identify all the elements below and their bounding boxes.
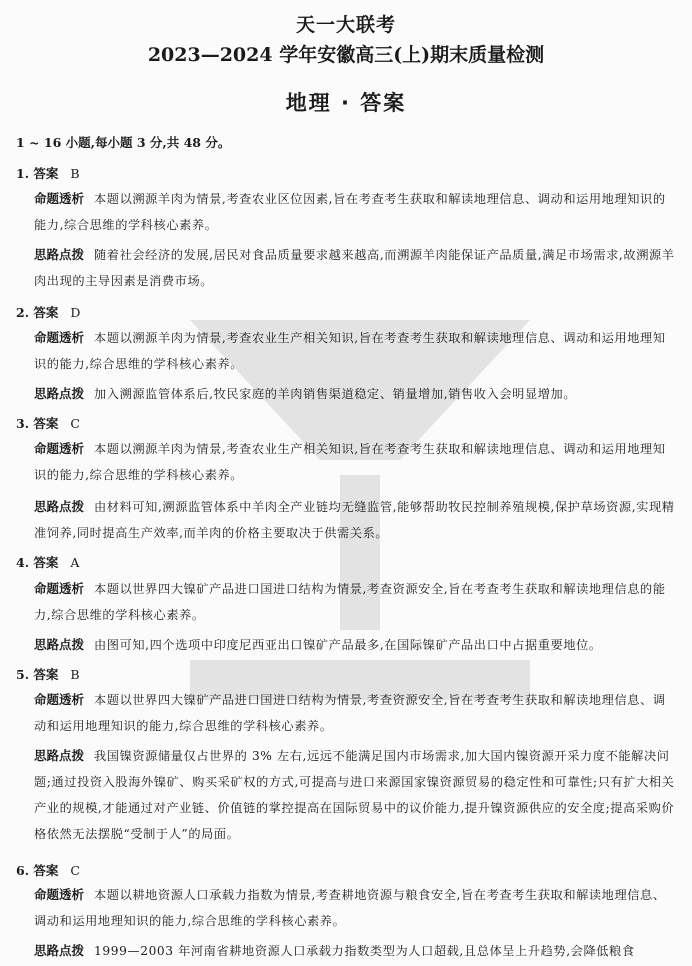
- thinking-label: 思路点拨: [34, 247, 85, 262]
- thinking-text: 加入溯源监管体系后,牧民家庭的羊肉销售渠道稳定、销量增加,销售收入会明显增加。: [94, 387, 577, 401]
- analysis-label: 命题透析: [34, 191, 85, 206]
- thinking-text: 随着社会经济的发展,居民对食品质量要求越来越高,而溯源羊肉能保证产品质量,满足市场需求,故溯源羊肉出现的主导因素是消费市场。: [34, 248, 675, 288]
- analysis-label: 命题透析: [34, 887, 85, 902]
- analysis-label: 命题透析: [34, 441, 85, 456]
- analysis-text: 本题以溯源羊肉为情景,考查农业生产相关知识,旨在考查考生获取和解读地理信息、调动和运用地理知识的能力,综合思维的学科核心素养。: [34, 331, 666, 371]
- analysis-paragraph: [34, 687, 678, 739]
- analysis-text: 本题以世界四大镍矿产品进口国进口结构为情景,考查资源安全,旨在考查考生获取和解读地理信息、调动和运用地理知识的能力,综合思维的学科核心素养。: [34, 693, 666, 733]
- answer-key: B: [70, 166, 80, 181]
- thinking-text: 我国镍资源储量仅占世界的 3% 左右,远远不能满足国内市场需求,加大国内镍资源开采力度不能解决问题;通过投资入股海外镍矿、购买采矿权的方式,可提高与进口来源国家镍资源贸易的稳定性和可靠性;只有扩大相关产业的规模,才能通过对产业链、价值链的掌控提高在国际贸易中的议价能力,提升镍资源供应的安全度;提高采购价格依然无法摆脱“受制于人”的局面。: [34, 749, 675, 841]
- publisher-title: 天一大联考: [295, 14, 396, 36]
- thinking-label: 思路点拨: [34, 637, 85, 652]
- analysis-paragraph: [34, 325, 678, 377]
- answer-line: [16, 303, 80, 321]
- analysis-paragraph: [34, 576, 678, 628]
- answer-key: C: [70, 416, 80, 431]
- analysis-label: 命题透析: [34, 692, 85, 707]
- analysis-paragraph: [34, 882, 678, 934]
- section-intro: 1 ~ 16 小题,每小题 3 分,共 48 分。: [16, 135, 231, 150]
- thinking-text: 由材料可知,溯源监管体系中羊肉全产业链均无缝监管,能够帮助牧民控制养殖规模,保护草场资源,实现精准饲养,同时提高生产效率,而羊肉的价格主要取决于供需关系。: [34, 500, 675, 540]
- thinking-paragraph: [34, 494, 678, 546]
- analysis-label: 命题透析: [34, 330, 85, 345]
- analysis-text: 本题以溯源羊肉为情景,考查农业区位因素,旨在考查考生获取和解读地理信息、调动和运用地理知识的能力,综合思维的学科核心素养。: [34, 192, 666, 232]
- answer-key: A: [70, 555, 80, 570]
- question-number: 4. 答案: [16, 555, 59, 570]
- thinking-label: 思路点拨: [34, 499, 85, 514]
- analysis-paragraph: [34, 186, 678, 238]
- thinking-label: 思路点拨: [34, 943, 85, 958]
- answer-line: [16, 164, 80, 182]
- question-number: 1. 答案: [16, 166, 59, 181]
- analysis-paragraph: [34, 436, 678, 488]
- analysis-text: 本题以世界四大镍矿产品进口国进口结构为情景,考查资源安全,旨在考查考生获取和解读地理信息的能力,综合思维的学科核心素养。: [34, 582, 666, 622]
- analysis-label: 命题透析: [34, 581, 85, 596]
- analysis-text: 本题以耕地资源人口承载力指数为情景,考查耕地资源与粮食安全,旨在考查考生获取和解读地理信息、调动和运用地理知识的能力,综合思维的学科核心素养。: [34, 888, 666, 928]
- question-number: 6. 答案: [16, 863, 59, 878]
- answer-key: D: [70, 305, 81, 320]
- thinking-text: 由图可知,四个选项中印度尼西亚出口镍矿产品最多,在国际镍矿产品出口中占据重要地位。: [94, 638, 602, 652]
- thinking-paragraph: [34, 381, 678, 407]
- answer-line: [16, 553, 79, 571]
- question-number: 5. 答案: [16, 667, 59, 682]
- answer-key: C: [70, 863, 80, 878]
- answer-line: [16, 861, 80, 879]
- answer-line: [16, 665, 80, 683]
- thinking-label: 思路点拨: [34, 386, 85, 401]
- answer-key: B: [70, 667, 80, 682]
- analysis-text: 本题以溯源羊肉为情景,考查农业生产相关知识,旨在考查考生获取和解读地理信息、调动和运用地理知识的能力,综合思维的学科核心素养。: [34, 442, 666, 482]
- thinking-paragraph: [34, 743, 678, 847]
- subject-title: 地理 · 答案: [285, 91, 407, 115]
- answer-line: [16, 414, 80, 432]
- question-number: 3. 答案: [16, 416, 59, 431]
- thinking-text: 1999—2003 年河南省耕地资源人口承载力指数类型为人口超载,且总体呈上升趋势,会降低粮食: [94, 944, 635, 958]
- exam-title: 2023—2024 学年安徽高三(上)期末质量检测: [147, 44, 545, 66]
- thinking-label: 思路点拨: [34, 748, 85, 763]
- question-number: 2. 答案: [16, 305, 59, 320]
- thinking-paragraph: [34, 632, 678, 658]
- thinking-paragraph: [34, 938, 678, 964]
- thinking-paragraph: [34, 242, 678, 294]
